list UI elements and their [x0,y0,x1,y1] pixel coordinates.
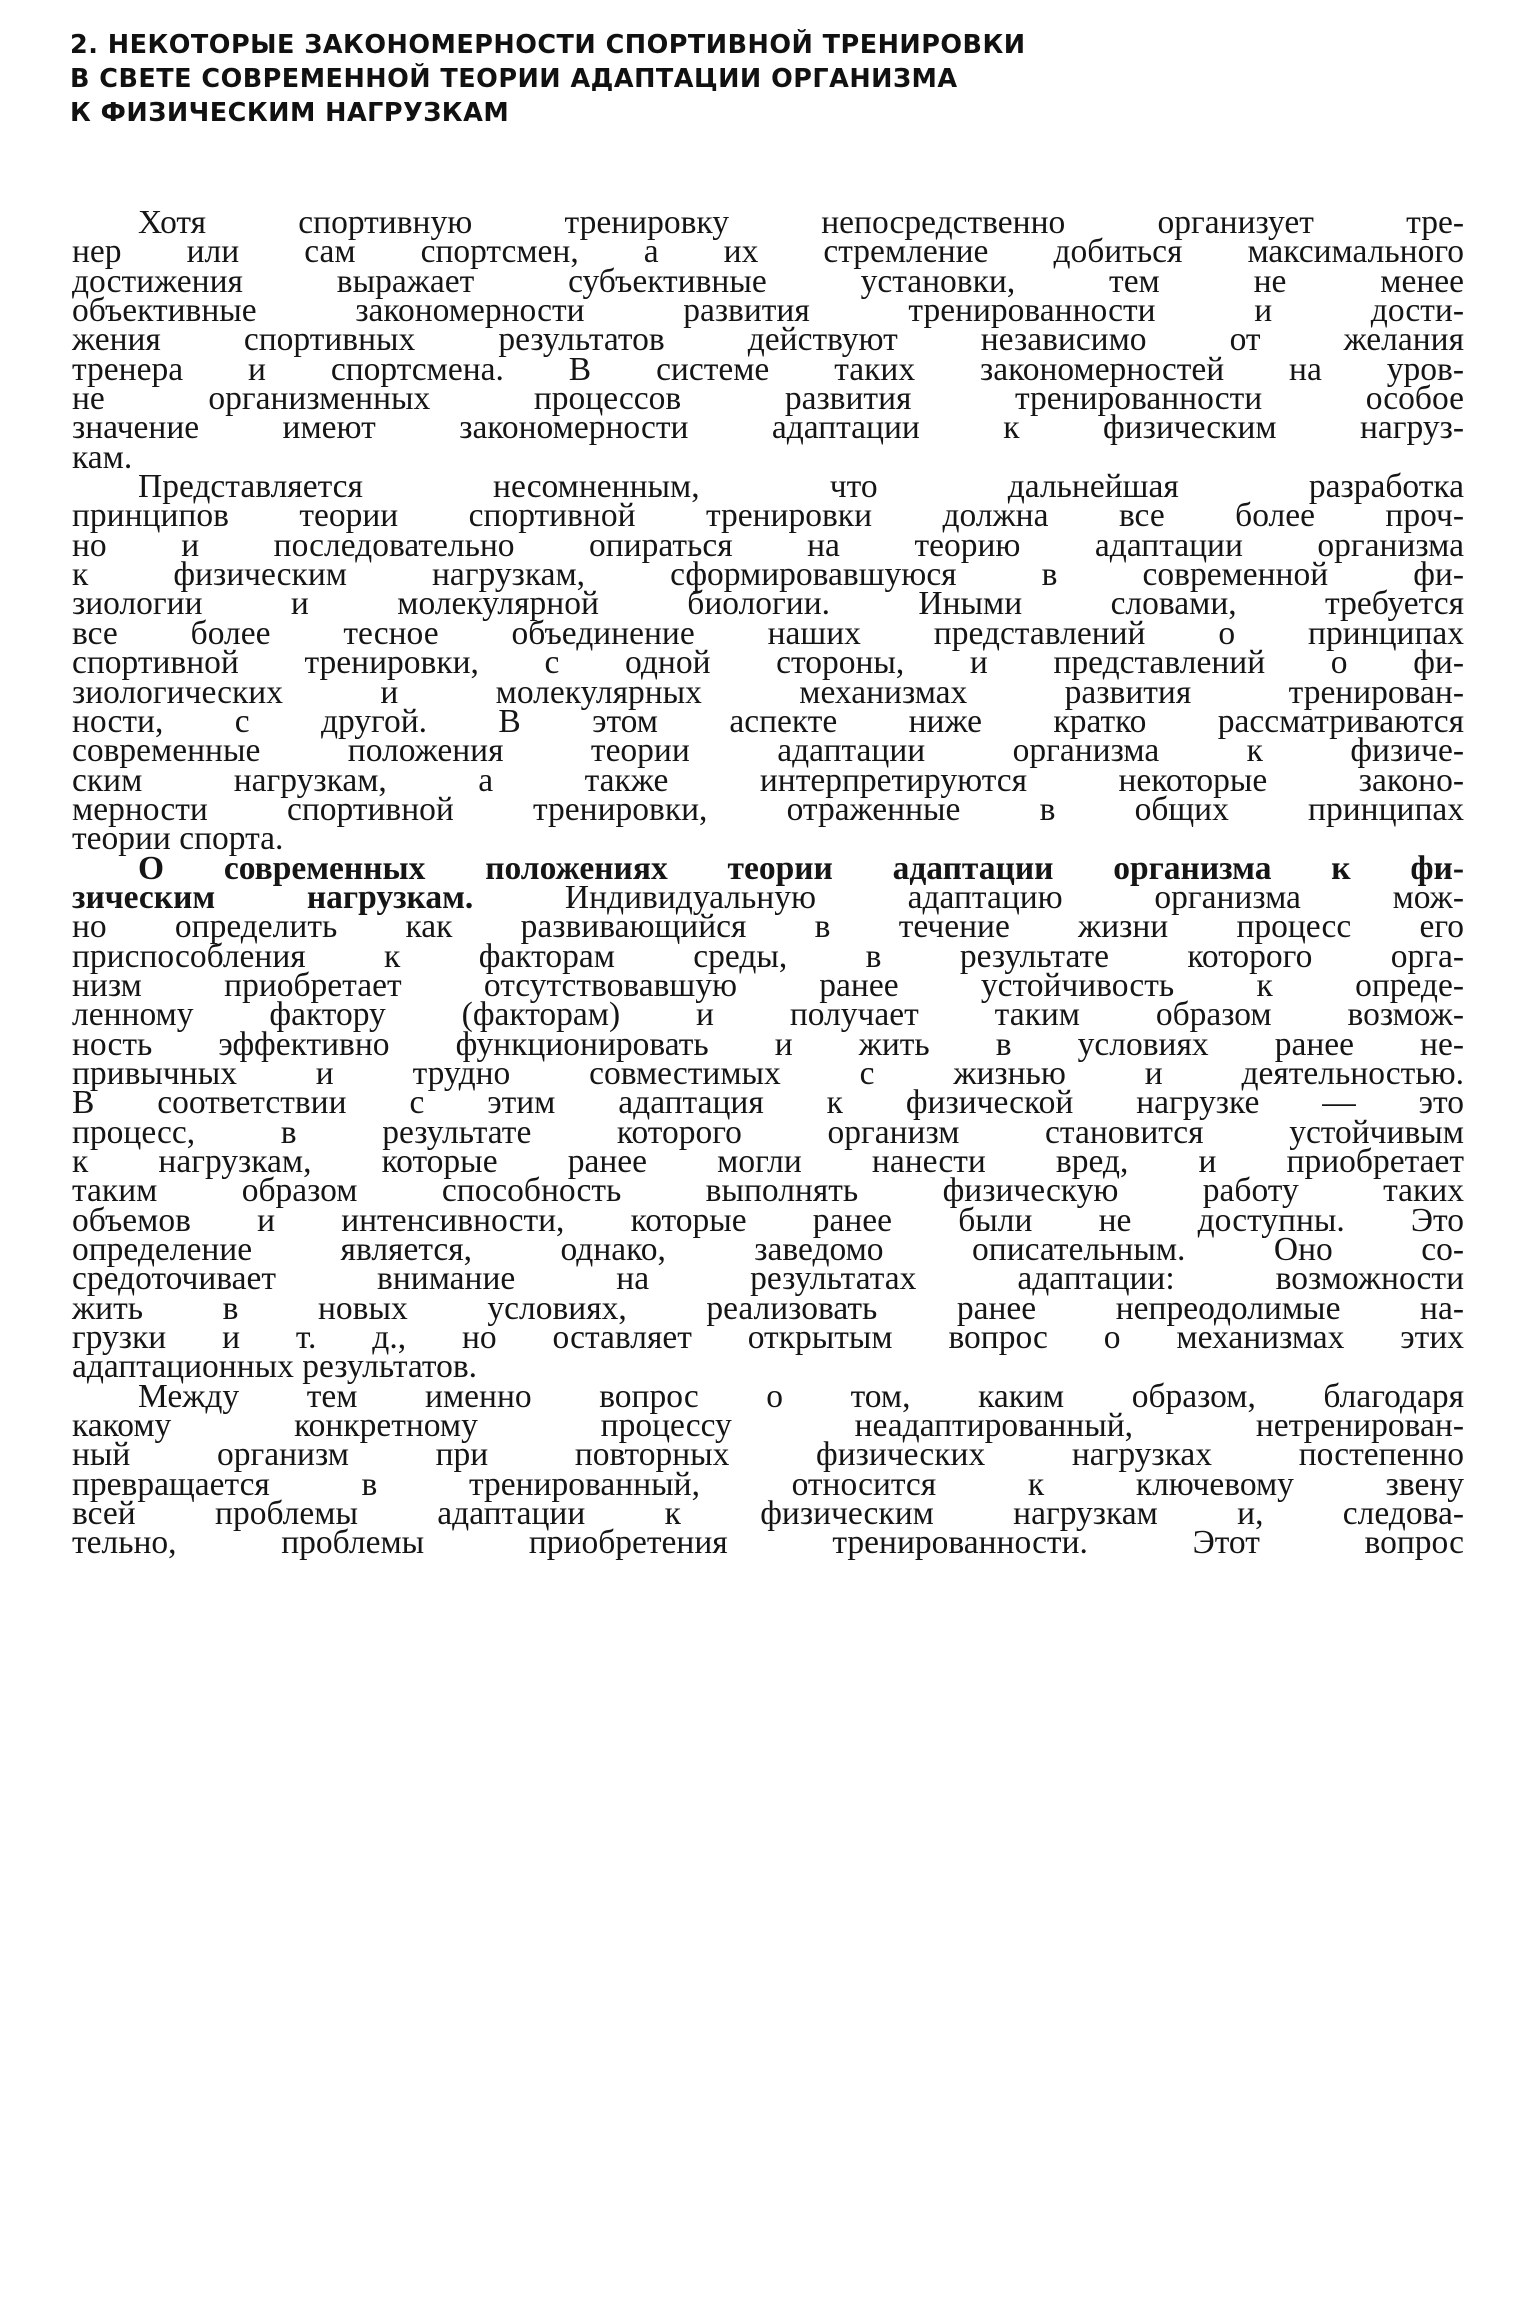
paragraph [72,204,1464,476]
text-line: средоточивает внимание на результатах адаптации: возможности [72,1260,1464,1298]
text-line: объемов и интенсивности, которые ранее были не доступны. Это [72,1201,1464,1239]
text-line: всей проблемы адаптации к физическим нагрузкам и, следова- [72,1495,1464,1533]
text-line: к физическим нагрузкам, сформировавшуюся в современной фи- [72,556,1464,594]
text-line: ским нагрузкам, а также интерпретируются некоторые законо- [72,761,1464,799]
text-line: тельно, проблемы приобретения тренированности. Этот вопрос [72,1524,1464,1562]
text-line: Хотя спортивную тренировку непосредственно организует тре- [138,204,1464,241]
text-line: Представляется несомненным, что дальнейшая разработка [138,468,1464,506]
text-line: определение является, однако, заведомо описательным. Оно со- [72,1231,1464,1269]
section-heading-line: К ФИЗИЧЕСКИМ НАГРУЗКАМ [70,98,510,128]
text-line: зиологических и молекулярных механизмах развития тренирован- [72,673,1464,711]
text-line: процесс, в результате которого организм становится устойчивым [72,1113,1464,1151]
text-line: ности, с другой. В этом аспекте ниже кратко рассматриваются [72,702,1464,740]
text-line: привычных и трудно совместимых с жизнью и деятельностью. [72,1054,1464,1092]
text-line: низм приобретает отсутствовавшую ранее устойчивость к опреде- [72,966,1464,1004]
text-line: принципов теории спортивной тренировки должна все более проч- [72,497,1464,535]
text-line: но и последовательно опираться на теорию адаптации организма [72,526,1464,564]
paragraph [72,468,1464,858]
text-line: все более тесное объединение наших представлений о принципах [72,614,1464,652]
text-line: какому конкретному процессу неадаптированный, нетренирован- [72,1407,1464,1445]
text-line: адаптационных результатов. [72,1348,478,1386]
text-line: нер или сам спортсмен, а их стремление добиться максимального [72,233,1464,271]
text-line: объективные закономерности развития тренированности и дости- [72,292,1464,330]
text-line: но определить как развивающийся в течение жизни процесс его [72,908,1464,946]
text-line: достижения выражает субъективные установки, тем не менее [72,262,1464,300]
text-run: Индивидуальную адаптацию организма мож- [473,878,1464,916]
paragraph [72,1377,1464,1562]
text-line: грузки и т. д., но оставляет открытым вопрос о механизмах этих [72,1319,1464,1357]
text-line: спортивной тренировки, с одной стороны, и представлений о фи- [72,644,1464,682]
text-line: ный организм при повторных физических нагрузках постепенно [72,1436,1464,1474]
text-line: тренера и спортсмена. В системе таких закономерностей на уров- [72,350,1464,388]
run-in-heading: О современных положениях теории адаптации организма к фи- [138,849,1464,887]
text-line: значение имеют закономерности адаптации к физическим нагруз- [72,409,1464,447]
text-line: приспособления к факторам среды, в результате которого орга- [72,937,1464,975]
section-heading-line: В СВЕТЕ СОВРЕМЕННОЙ ТЕОРИИ АДАПТАЦИИ ОРГАНИЗМА [70,64,958,94]
text-line: к нагрузкам, которые ранее могли нанести вред, и приобретает [72,1143,1464,1180]
text-line: зиологии и молекулярной биологии. Иными словами, требуется [72,585,1464,623]
paragraph [72,849,1464,1386]
text-line: мерности спортивной тренировки, отраженные в общих принципах [72,790,1464,828]
text-line: ность эффективно функционировать и жить в условиях ранее не- [72,1025,1464,1063]
text-line: таким образом способность выполнять физическую работу таких [72,1172,1464,1210]
text-line: не организменных процессов развития тренированности особое [72,380,1464,418]
text-line: превращается в тренированный, относится к ключевому звену [72,1465,1464,1503]
text-line: ленному фактору (факторам) и получает таким образом возмож- [72,996,1464,1034]
section-heading-line: 2. НЕКОТОРЫЕ ЗАКОНОМЕРНОСТИ СПОРТИВНОЙ ТРЕНИРОВКИ [70,30,1026,60]
text-line: современные положения теории адаптации организма к физиче- [72,732,1464,770]
body-text [72,204,1464,1562]
section-heading [70,28,1246,130]
text-line: жения спортивных результатов действуют независимо от желания [72,321,1464,359]
text-line: теории спорта. [72,820,284,858]
text-line: В соответствии с этим адаптация к физической нагрузке — это [72,1084,1464,1122]
text-line: кам. [72,438,133,476]
text-line: Между тем именно вопрос о том, каким образом, благодаря [138,1377,1464,1415]
run-in-heading: зическим нагрузкам. [72,878,474,916]
text-line: жить в новых условиях, реализовать ранее непреодолимые на- [72,1289,1464,1327]
